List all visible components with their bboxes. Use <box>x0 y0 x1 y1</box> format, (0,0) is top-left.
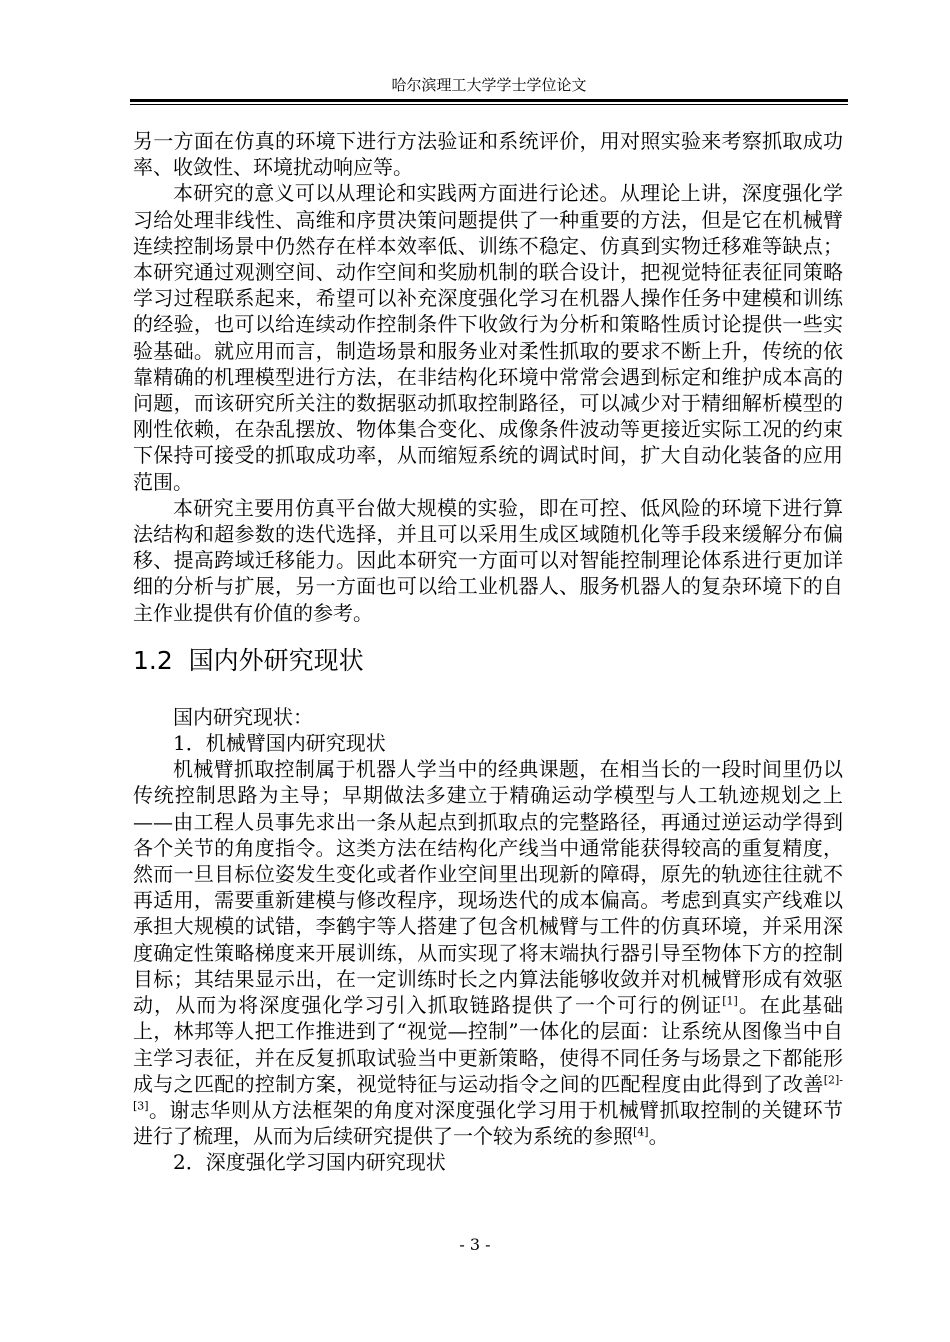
text-part-3: 。谢志华则从方法框架的角度对深度强化学习用于机械臂抓取控制的关键环节进行了梳理，从而为后续研究提供了一个较为系统的参照 <box>133 1097 843 1149</box>
paragraph-continuation: 另一方面在仿真的环境下进行方法验证和系统评价，用对照实验来考察抓取成功率、收敛性、环境扰动响应等。 <box>133 129 843 180</box>
paragraph-robot-arm-research <box>133 756 843 1149</box>
running-header: 哈尔滨理工大学学士学位论文 <box>391 76 587 94</box>
citation-2-3: [2]-[3] <box>133 1073 843 1113</box>
page-number: - 3 - <box>459 1235 491 1254</box>
section-number: 1.2 <box>133 645 173 675</box>
page-body <box>133 128 843 1176</box>
paragraph-significance: 本研究的意义可以从理论和实践两方面进行论述。从理论上讲，深度强化学习给处理非线性、高维和序贯决策问题提供了一种重要的方法，但是它在机械臂连续控制场景中仍然存在样本效率低、训练不稳定、仿真到实物迁移难等缺点；本研究通过观测空间、动作空间和奖励机制的联合设计，把视觉特征表征同策略学习过程联系起来，希望可以补充深度强化学习在机器人操作任务中建模和训练的经验，也可以给连续动作控制条件下收敛行为分析和策略性质讨论提供一些实验基础。就应用而言，制造场景和服务业对柔性抓取的要求不断上升，传统的依靠精确的机理模型进行方法，在非结构化环境中常常会遇到标定和维护成本高的问题，而该研究所关注的数据驱动抓取控制路径，可以减少对于精细解析模型的刚性依赖，在杂乱摆放、物体集合变化、成像条件波动等更接近实际工况的约束下保持可接受的抓取成功率，从而缩短系统的调试时间，扩大自动化装备的应用范围。 <box>133 181 843 494</box>
citation-1: [1] <box>722 994 738 1008</box>
section-heading <box>133 644 843 678</box>
text-part-4: 。 <box>648 1124 669 1149</box>
section-title: 国内外研究现状 <box>188 645 364 675</box>
paragraph-simulation: 本研究主要用仿真平台做大规模的实验，即在可控、低风险的环境下进行算法结构和超参数的迭代选择，并且可以采用生成区域随机化等手段来缓解分布偏移、提高跨域迁移能力。因此本研究一方面可以对智能控制理论体系进行更加详细的分析与扩展，另一方面也可以给工业机器人、服务机器人的复杂环境下的自主作业提供有价值的参考。 <box>133 495 843 625</box>
subheading-drl: 2．深度强化学习国内研究现状 <box>173 1150 446 1175</box>
text-part-2: 。在此基础上，林邦等人把工作推进到了“视觉—控制”一体化的层面：让系统从图像当中自主学习表征，并在反复抓取试验当中更新策略，使得不同任务与场景之下都能形成与之匹配的控制方案，视觉特征与运动指令之间的匹配程度由此得到了改善 <box>133 993 844 1096</box>
text-part-1: 机械臂抓取控制属于机器人学当中的经典课题，在相当长的一段时间里仍以传统控制思路为主导；早期做法多建立于精确运动学模型与人工轨迹规划之上——由工程人员事先求出一条从起点到抓取点的完整路径，再通过逆运动学得到各个关节的角度指令。这类方法在结构化产线当中通常能获得较高的重复精度，然而一旦目标位姿发生变化或者作业空间里出现新的障碍，原先的轨迹往往就不再适用，需要重新建模与修改程序，现场迭代的成本偏高。考虑到真实产线难以承担大规模的试错，李鹤宇等人搭建了包含机械臂与工件的仿真环境，并采用深度确定性策略梯度来开展训练，从而实现了将末端执行器引导至物体下方的控制目标；其结果显示出，在一定训练时长之内算法能够收敛并对机械臂形成有效驱动，从而为将深度强化学习引入抓取链路提供了一个可行的例证 <box>133 757 843 1018</box>
header-rule-thick <box>130 99 848 102</box>
domestic-status-label: 国内研究现状： <box>173 704 313 729</box>
citation-4: [4] <box>633 1125 649 1139</box>
subheading-robot-arm: 1．机械臂国内研究现状 <box>173 731 386 756</box>
header-rule-thin <box>130 104 848 105</box>
